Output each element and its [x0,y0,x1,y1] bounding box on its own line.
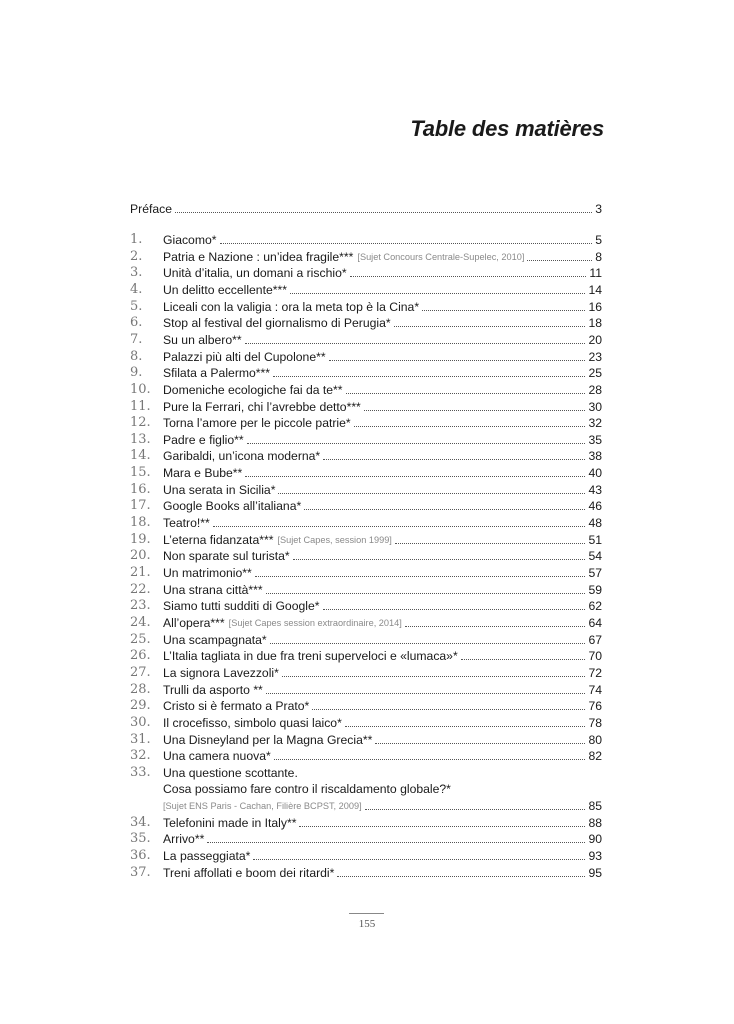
dot-leader [461,659,586,660]
toc-label: All’opera*** [163,615,225,630]
dot-leader [375,743,585,744]
dot-leader [175,212,592,213]
dot-leader [220,243,593,244]
toc-entry [130,365,602,381]
toc-number: 23. [130,598,151,614]
toc-number: 18. [130,515,151,531]
toc-label: Una strana città*** [163,582,263,597]
toc-entry [130,515,602,531]
toc-number: 3. [130,265,143,281]
toc-number: 19. [130,531,151,547]
toc-number: 15. [130,465,151,481]
toc-label: Il crocefisso, simbolo quasi laico* [163,715,342,730]
toc-page: 28 [588,382,602,397]
toc-entry [130,698,602,714]
page-number: 155 [358,918,376,930]
toc-page: 64 [588,615,602,630]
toc-label: Domeniche ecologiche fai da te** [163,382,343,397]
toc-number: 27. [130,664,151,680]
toc-label: Un matrimonio** [163,566,252,580]
toc-number: 32. [130,748,151,764]
toc-page: 30 [588,399,602,414]
toc-label: Giacomo* [163,233,217,247]
toc-page: 25 [588,366,602,381]
toc-entry [130,265,602,281]
toc-page: 8 [595,249,602,264]
toc-entry-preface [130,201,602,217]
toc-number: 5. [130,298,143,314]
dot-leader [394,326,586,327]
toc-label: Stop al festival del giornalismo di Perugia* [163,316,391,331]
toc-entry [130,732,602,748]
toc-label: Una serata in Sicilia* [163,482,276,497]
toc-number: 2. [130,248,143,264]
dot-leader [405,626,586,627]
toc-label: Google Books all’italiana* [163,499,302,514]
toc-label: Una camera nuova* [163,749,271,764]
toc-label: Cristo si è fermato a Prato* [163,699,310,714]
toc-entry-33-line3 [163,798,602,814]
toc-page: 80 [588,732,602,747]
toc-label: La passeggiata* [163,849,251,864]
toc-number: 34. [130,814,151,830]
toc-label: Siamo tutti sudditi di Google* [163,599,320,614]
dot-leader [207,842,585,843]
toc-number: 26. [130,648,151,664]
toc-page: 67 [588,632,602,647]
toc-label: Padre e figlio** [163,432,244,447]
toc-label: Trulli da asporto ** [163,682,263,697]
dot-leader [422,310,585,311]
dot-leader [354,426,586,427]
toc-page: 76 [588,699,602,714]
toc-number: 13. [130,431,151,447]
toc-page: 95 [588,865,602,880]
toc-page: 51 [588,532,602,547]
toc-page: 5 [595,233,602,247]
dot-leader [278,493,585,494]
toc-page: 38 [588,449,602,464]
toc-entry [130,465,602,481]
dot-leader [255,576,586,577]
toc-entry [130,399,602,415]
toc-number: 14. [130,448,151,464]
toc-entry [130,232,602,248]
dot-leader [247,443,586,444]
dot-leader [282,676,586,677]
toc-entry-33-line2: Cosa possiamo fare contro il riscaldamento globale?* [163,782,451,797]
dot-leader [266,593,586,594]
toc-entry [130,682,602,698]
toc-entry [130,748,602,764]
dot-leader [337,876,585,877]
dot-leader [345,726,586,727]
toc-number: 20. [130,548,151,564]
toc-label: Arrivo** [163,832,205,847]
dot-leader [273,376,585,377]
toc-label: Sfilata a Palermo*** [163,366,271,381]
dot-leader [213,526,586,527]
toc-number: 10. [130,381,151,397]
toc-page: 88 [588,815,602,830]
toc-number: 8. [130,348,143,364]
toc-page: 82 [588,749,602,764]
toc-number: 12. [130,415,151,431]
dot-leader [290,293,585,294]
dot-leader [266,693,586,694]
dot-leader [299,826,585,827]
toc-number: 6. [130,315,143,331]
toc-entry [130,482,602,498]
toc-entry [130,865,602,881]
toc-label: Non sparate sul turista* [163,549,290,564]
toc-number: 17. [130,498,151,514]
page-title: Table des matières [410,116,604,141]
toc-note: [Sujet ENS Paris - Cachan, Filière BCPST, 2009] [163,801,362,812]
toc-label: Pure la Ferrari, chi l’avrebbe detto*** [163,399,361,414]
toc-number: 30. [130,714,151,730]
toc-number: 16. [130,481,151,497]
toc-entry [130,598,602,614]
toc-label: Una questione scottante. [163,765,298,780]
toc-number: 21. [130,565,151,580]
toc-entry [130,432,602,448]
toc-number: 28. [130,681,151,697]
toc-page: 70 [588,649,602,664]
toc-entry [130,249,602,265]
toc-page: 78 [588,715,602,730]
toc-entry [130,831,602,847]
dot-leader [293,559,586,560]
toc-number: 25. [130,631,151,647]
toc-entry-33 [130,765,602,781]
toc-number: 31. [130,731,151,747]
toc-number: 1. [130,232,143,247]
toc-label: Mara e Bube** [163,466,243,481]
dot-leader [323,609,586,610]
toc-page: 23 [588,349,602,364]
toc-entry [130,815,602,831]
dot-leader [365,809,586,810]
dot-leader [329,360,586,361]
toc-label: L’eterna fidanzata*** [163,532,274,547]
toc-page: 18 [588,316,602,331]
dot-leader [270,643,586,644]
toc-entry [130,282,602,298]
toc-page: 54 [588,549,602,564]
toc-entry [130,648,602,664]
toc-label: Su un albero** [163,332,242,347]
toc-label: Préface [130,202,173,216]
toc-entry [130,349,602,365]
toc-entry [130,382,602,398]
dot-leader [323,459,585,460]
toc-number: 7. [130,331,143,347]
toc-number: 29. [130,698,151,714]
toc-number: 24. [130,614,151,630]
toc-label: L’Italia tagliata in due fra treni superveloci e «lumaca»* [163,649,458,664]
toc-page: 85 [588,799,602,814]
dot-leader [253,859,585,860]
dot-leader [312,709,585,710]
toc-page: 35 [588,432,602,447]
toc-label: La signora Lavezzoli* [163,665,279,680]
toc-label: Liceali con la valigia : ora la meta top è la Cina* [163,299,420,314]
toc-page: 59 [588,582,602,597]
toc-page: 72 [588,665,602,680]
toc-page: 48 [588,516,602,531]
toc-page: 11 [589,266,602,281]
toc-entry [130,565,602,581]
toc-entry [130,665,602,681]
toc-entry [130,715,602,731]
toc-number: 36. [130,848,151,864]
toc-label: Palazzi più alti del Cupolone** [163,349,326,364]
dot-leader [274,759,586,760]
toc-entry [130,415,602,431]
dot-leader [395,543,586,544]
dot-leader [304,509,585,510]
toc-label: Torna l’amore per le piccole patrie* [163,416,351,431]
toc-entry [130,532,602,548]
dot-leader [527,260,592,261]
toc-page: 16 [588,299,602,314]
toc-label: Patria e Nazione : un’idea fragile*** [163,249,354,264]
toc-page: 32 [588,416,602,431]
dot-leader [346,393,586,394]
toc-number: 22. [130,581,151,597]
dot-leader [245,476,585,477]
toc-entry [130,548,602,564]
toc-page: 40 [588,466,602,481]
toc-page: 93 [588,849,602,864]
toc-page: 57 [588,566,602,580]
toc-label: Unità d’italia, un domani a rischio* [163,266,347,281]
toc-page: 74 [588,682,602,697]
toc-entry [130,498,602,514]
toc-label: Una scampagnata* [163,632,267,647]
toc-entry [130,848,602,864]
toc-page: 3 [595,202,602,216]
toc-entry [130,299,602,315]
toc-page: 14 [588,282,602,297]
toc-note: [Sujet Capes, session 1999] [277,534,392,545]
toc-number: 9. [130,365,143,381]
toc-label: Garibaldi, un’icona moderna* [163,449,321,464]
toc-page: 62 [588,599,602,614]
toc-label: Telefonini made in Italy** [163,815,297,830]
footer-rule [349,913,384,914]
toc-entry [130,315,602,331]
dot-leader [350,276,587,277]
dot-leader [245,343,586,344]
toc-entry [130,615,602,631]
toc-note: [Sujet Concours Centrale-Supelec, 2010] [357,251,525,262]
toc-label: Un delitto eccellente*** [163,282,287,297]
toc-page: 20 [588,332,602,347]
toc-entry [130,448,602,464]
toc-entry [130,582,602,598]
toc-number: 33. [130,764,151,780]
toc-page: 90 [588,832,602,847]
toc-number: 37. [130,864,151,880]
toc-page: 43 [588,482,602,497]
toc-page: 46 [588,499,602,514]
toc-label: Treni affollati e boom dei ritardi* [163,865,335,880]
toc-label: Una Disneyland per la Magna Grecia** [163,732,373,747]
toc-entry [130,332,602,348]
toc-number: 4. [130,281,143,297]
toc-entry [130,632,602,648]
toc-number: 11. [130,398,151,414]
toc-label: Teatro!** [163,516,210,531]
dot-leader [364,410,586,411]
toc-note: [Sujet Capes session extraordinaire, 2014] [228,617,402,628]
toc-number: 35. [130,831,151,847]
